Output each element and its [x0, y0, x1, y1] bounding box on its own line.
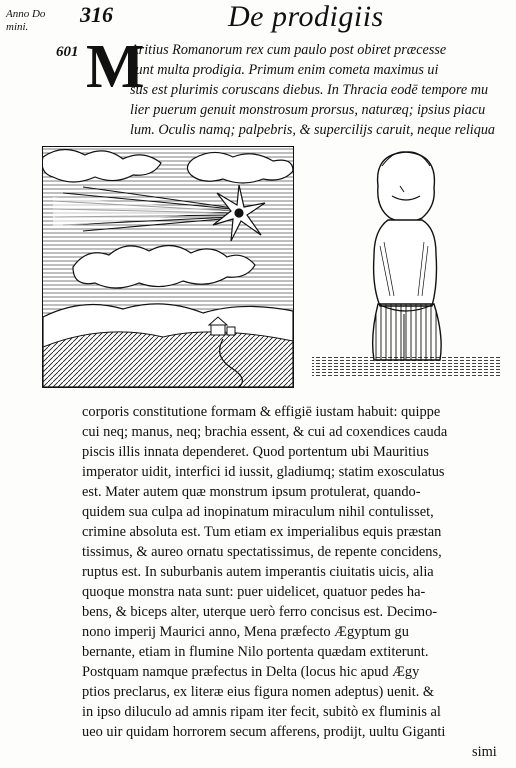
text-line: ptios preclarus, ex literæ eius figura nomen adeptus) uenit. &: [82, 684, 435, 700]
drop-cap: M: [86, 33, 145, 101]
text-line: crimine absoluta est. Tum etiam ex imperialibus equis præstan: [82, 524, 442, 540]
text-line: ruptus est. In suburbanis autem imperantis ciuitatis uicis, alia: [82, 564, 434, 580]
text-line: Postquam namque præfectus in Delta (locus hic apud Ægy: [82, 664, 420, 680]
text-line: ueo uir quidam horrorem secum afferens, prodijt, uultu Giganti: [82, 724, 446, 740]
text-line: lier puerum genuit monstrosum prorsus, naturæq; ipsius piacu: [130, 102, 486, 118]
year-marker: 601: [56, 44, 79, 60]
text-line: sus est plurimis coruscans diebus. In Thracia eodē tempore mu: [130, 82, 489, 98]
text-line: quoque monstra nata sunt: puer uidelicet, quatuor pedes ha-: [82, 584, 426, 600]
text-line: est. Mater autem quæ monstrum ipsum protulerat, quando-: [82, 484, 421, 500]
text-line: imperator uidit, interfici id iussit, gladiumq; statim exosculatus: [82, 464, 445, 480]
margin-note-anno-domini: Anno Do mini.: [6, 8, 46, 33]
main-text-block: [82, 402, 512, 762]
comet-illustration: [43, 147, 293, 387]
running-title: De prodigiis: [228, 0, 384, 33]
opening-paragraph: [130, 40, 512, 140]
text-line: runt multa prodigia. Primum enim cometa maximus ui: [130, 62, 439, 78]
text-line: quidem sua culpa ad inopinatum miraculum nihil contulisset,: [82, 504, 434, 520]
monstrous-child-woodcut: [304, 146, 508, 386]
text-line: Aritius Romanorum rex cum paulo post obiret præcesse: [130, 42, 447, 58]
text-line: simi: [472, 744, 497, 760]
text-line: bens, & biceps alter, uterque uerò ferro concisus est. Decimo-: [82, 604, 438, 620]
text-line: nono imperij Maurici anno, Mena præfecto Ægyptum gu: [82, 624, 409, 640]
text-line: cui neq; manus, neq; brachia essent, & cui ad coxendices cauda: [82, 424, 448, 440]
text-line: lum. Oculis namq; palpebris, & supercilijs caruit, neque reliqua: [130, 122, 496, 138]
text-line: piscis illis innata dependeret. Quod portentum ubi Mauritius: [82, 444, 429, 460]
text-line: in ipso diluculo ad amnis ripam iter fecit, subitò ex fluminis al: [82, 704, 441, 720]
comet-woodcut: [42, 146, 294, 388]
child-illustration: [304, 146, 508, 386]
text-line: tissimus, & aureo ornatu spectatissimus, de repente concidens,: [82, 544, 442, 560]
text-line: bernante, etiam in flumine Nilo portenta quædam extiterunt.: [82, 644, 429, 660]
text-line: corporis constitutione formam & effigiē iustam habuit: quippe: [82, 404, 441, 420]
page-number: 316: [80, 2, 113, 27]
